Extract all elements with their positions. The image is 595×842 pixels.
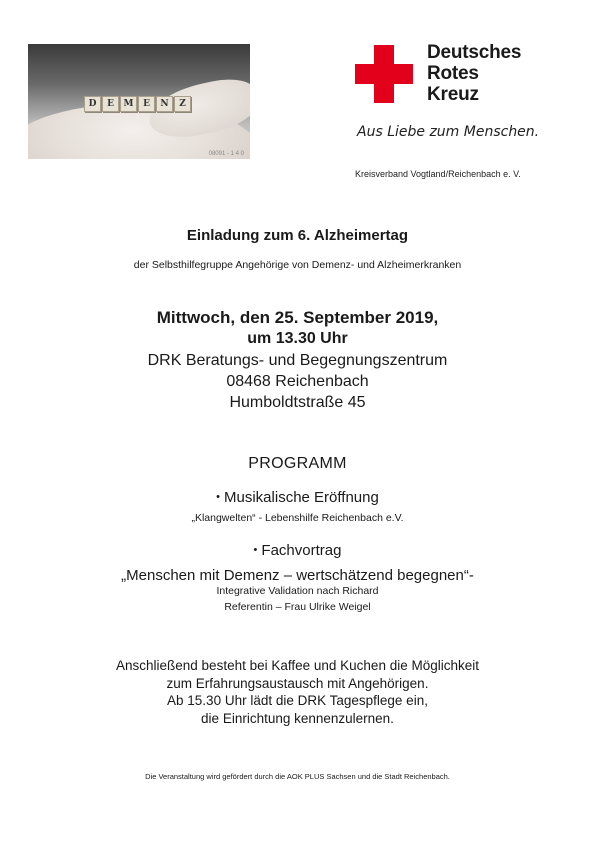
program-item-title: Fachvortrag <box>261 542 342 559</box>
venue-line: 08468 Reichenbach <box>226 373 369 390</box>
kreisverband-label: Kreisverband Vogtland/Reichenbach e. V. <box>355 169 521 179</box>
closing-line: zum Erfahrungsaustausch mit Angehörigen. <box>166 675 429 691</box>
program-item-detail: Integrative Validation nach Richard <box>216 585 379 597</box>
red-cross-logo-icon <box>355 45 413 103</box>
dementia-hand-photo <box>28 44 250 159</box>
program-item-title: Musikalische Eröffnung <box>224 489 379 506</box>
closing-line: Anschließend besteht bei Kaffee und Kuchen die Möglichkeit <box>116 658 479 673</box>
program-item-opening <box>0 489 595 506</box>
letter-cube: M <box>120 96 137 112</box>
page-subtitle: der Selbsthilfegruppe Angehörige von Demenz- und Alzheimerkranken <box>133 259 462 271</box>
page-title: Einladung zum 6. Alzheimertag <box>186 227 409 244</box>
wordmark-line: Rotes <box>427 63 479 84</box>
closing-line: Ab 15.30 Uhr lädt die DRK Tagespflege ein, <box>167 693 428 708</box>
programm-heading: PROGRAMM <box>248 455 347 472</box>
letter-cubes <box>84 96 191 112</box>
venue-line: Humboldtstraße 45 <box>229 394 366 411</box>
wordmark-line: Kreuz <box>427 84 479 105</box>
slogan: Aus Liebe zum Menschen. <box>357 124 540 140</box>
lecture-title: „Menschen mit Demenz – wertschätzend begegnen“- <box>121 567 474 584</box>
event-venue <box>0 350 595 413</box>
letter-cube: E <box>138 96 155 112</box>
bullet-icon: • <box>216 491 221 503</box>
closing-line: die Einrichtung kennenzulernen. <box>201 710 394 726</box>
photo-credit: 08091 - 1 4 0 <box>208 151 244 157</box>
wordmark-line: Deutsches <box>427 42 522 63</box>
bullet-icon: • <box>253 544 258 556</box>
letter-cube: D <box>84 96 101 112</box>
program-item-detail: Referentin – Frau Ulrike Weigel <box>224 601 371 613</box>
closing-paragraph <box>0 657 595 727</box>
program-item-lecture <box>0 542 595 559</box>
event-time: um 13.30 Uhr <box>247 330 348 347</box>
event-date: Mittwoch, den 25. September 2019, <box>156 308 439 327</box>
letter-cube: Z <box>174 96 191 112</box>
drk-wordmark <box>427 42 577 105</box>
venue-line: DRK Beratungs- und Begegnungszentrum <box>147 352 448 369</box>
letter-cube: E <box>102 96 119 112</box>
program-item-detail: „Klangwelten“ - Lebenshilfe Reichenbach e.V. <box>191 512 404 524</box>
letter-cube: N <box>156 96 173 112</box>
funding-footer: Die Veranstaltung wird gefördert durch die AOK PLUS Sachsen und die Stadt Reichenbach. <box>145 772 450 781</box>
